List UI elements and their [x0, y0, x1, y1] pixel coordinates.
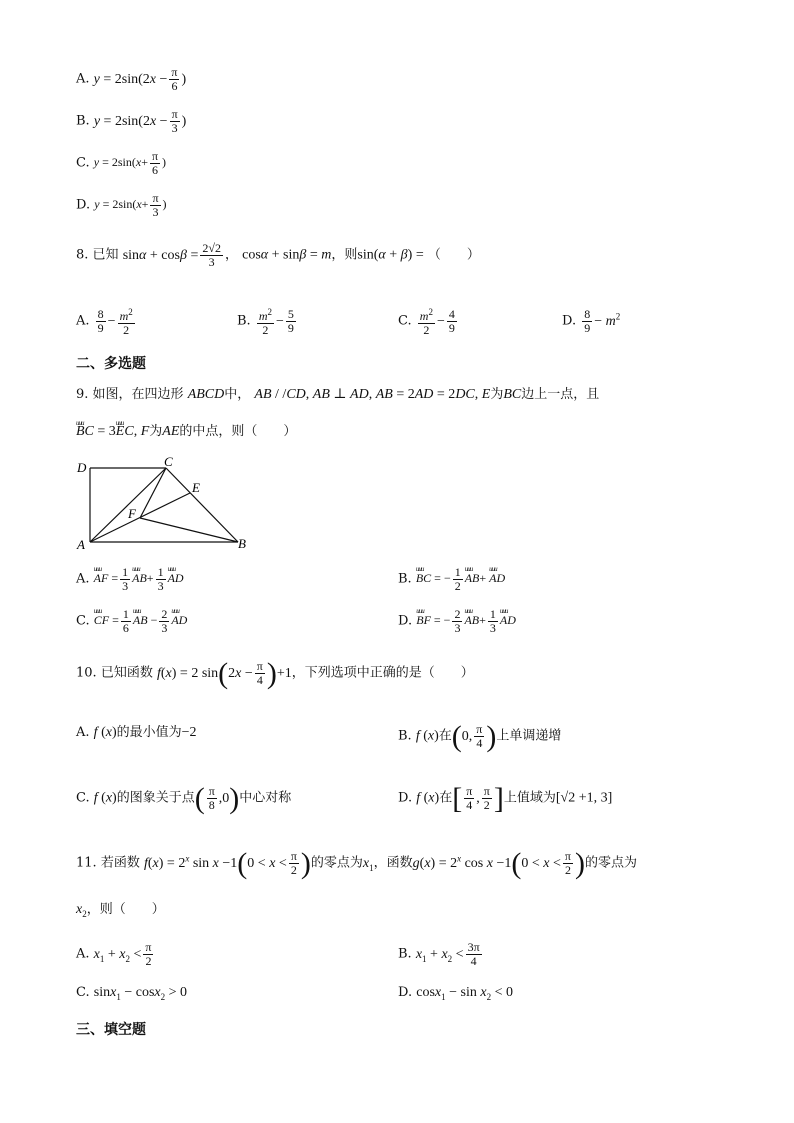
q11-option-b: B. $x_1 + x_2$ < $\frac{3\pi}{4}$: [398, 940, 480, 968]
q10-function: f(x) = 2 sin(2x − $\frac{\pi}{4}$ )+1: [156, 656, 292, 690]
q9-conditions: AB / /CD, AB ⊥ AD, AB = 2AD = 2DC, E: [254, 387, 491, 402]
q9-figure: [74, 452, 264, 552]
figure-label-d: D: [77, 460, 87, 475]
q9-option-b: B. uuu BC = − $\frac{1}{2}$ uuu AB+ uuu AD: [398, 566, 505, 593]
question-9-line-1: 9. 如图，在四边形 ABCD中， AB / /CD, AB ⊥ AD, AB = 2AD = 2DC, E为BC边上一点，且: [76, 387, 600, 402]
q7-option-b: B. y = 2sin(2x − $\frac{\pi}{3}$ ): [76, 107, 187, 135]
figure-label-e: E: [192, 480, 200, 495]
q8-target: sin(α + β) =: [357, 247, 424, 263]
question-11-line-1: 11. 若函数 $f(x) = 2^x$ sin x −1(0 < x < $\frac{\pi}{2}$ )的零点为$x_1$，函数$g(x) = 2^x$ cos x −1(0 < x < $\frac{\pi}{2}$ )的零点为: [76, 846, 637, 880]
q8-option-d: D. $\frac{8}{9}$ − $m^2$: [562, 306, 621, 335]
section-3-title: 三、填空题: [76, 1022, 146, 1038]
q11-option-a: A. $x_1 + x_2$ < $\frac{\pi}{2}$: [76, 940, 152, 968]
q8-condition-1: sinα + cosβ = $\frac{2√2}{3}$: [122, 241, 221, 269]
q10-option-a: A. f (x)的最小值为−2: [76, 725, 197, 740]
question-10: 10. 已知函数 f(x) = 2 sin(2x − $\frac{\pi}{4}$ )+1，下列选项中正确的是（ ）: [76, 656, 474, 690]
q9-option-a: A. uuu AF = $\frac{1}{3}$ uuu AB+ $\frac{1}{3}$ uuu AD: [76, 566, 184, 593]
q11-option-d: D. $\cos x_1 - \sin x_2 < 0$: [398, 985, 513, 1002]
q7-option-a: A. y = 2sin(2x − $\frac{\pi}{6}$ ): [76, 65, 187, 93]
question-11-line-2: $x_2$，则（ ）: [76, 902, 165, 919]
q8-option-b: B. $\frac{m^2}{2}$ − $\frac{5}{9}$: [237, 307, 294, 337]
question-9-line-2: uuu BC = 3uuu EC, F为AE的中点，则（ ）: [76, 422, 296, 442]
q8-option-a: A. $\frac{8}{9}$ − $\frac{m^2}{2}$: [76, 307, 133, 337]
q9-option-c: C. uuu CF = $\frac{1}{6}$ uuu AB − $\frac{2}{3}$ uuu AD: [76, 608, 187, 635]
q7-option-d-expr: y = 2sin(x+ $\frac{\pi}{3}$ ): [94, 191, 167, 219]
q7-option-c: C. y = 2sin(x+ $\frac{\pi}{6}$ ): [76, 149, 167, 177]
q11-option-c: C. sinx$_1$ − cosx$_2$ > 0: [76, 985, 188, 1002]
q11-function-f: $f(x) = 2^x$ sin x −1(0 < x < $\frac{\pi}{2}$ ): [143, 846, 311, 880]
q9-vector-condition: uuu BC = 3uuu EC, F: [76, 424, 149, 439]
q8-option-c: C. $\frac{m^2}{2}$ − $\frac{4}{9}$: [398, 307, 455, 337]
q10-option-d: D. f (x)在[ $\frac{\pi}{4}$ , $\frac{\pi}{2}$ ]上值域为[√2 +1, 3]: [398, 781, 613, 815]
q10-option-c: C. f (x)的图象关于点( $\frac{\pi}{8}$ ,0)中心对称: [76, 781, 292, 815]
q9-option-d: D. uuu BF = − $\frac{2}{3}$ uuu AB+ $\frac{1}{3}$ uuu AD: [398, 608, 516, 635]
figure-label-f: F: [128, 506, 136, 521]
figure-label-a: A: [77, 537, 85, 552]
q7-option-b-expr: y = 2sin(2x − $\frac{\pi}{3}$ ): [93, 107, 187, 135]
q7-option-d: D. y = 2sin(x+ $\frac{\pi}{3}$ ): [76, 191, 167, 219]
question-8: 8. 已知 sinα + cosβ = $\frac{2√2}{3}$ ， cosα + sinβ = m，则sin(α + β) = （ ）: [76, 241, 480, 269]
section-2-title: 二、多选题: [76, 356, 146, 372]
figure-label-c: C: [164, 454, 173, 469]
figure-label-b: B: [238, 536, 246, 551]
q8-condition-2: cosα + sinβ = m: [242, 247, 332, 263]
q7-option-a-expr: y = 2sin(2x − $\frac{\pi}{6}$ ): [93, 65, 187, 93]
q7-option-c-expr: y = 2sin(x+ $\frac{\pi}{6}$ ): [93, 149, 167, 177]
q11-function-g: $g(x) = 2^x$ cos x −1(0 < x < $\frac{\pi}{2}$ ): [412, 846, 585, 880]
q10-option-b: B. f (x)在(0, $\frac{\pi}{4}$ )上单调递增: [398, 719, 562, 753]
